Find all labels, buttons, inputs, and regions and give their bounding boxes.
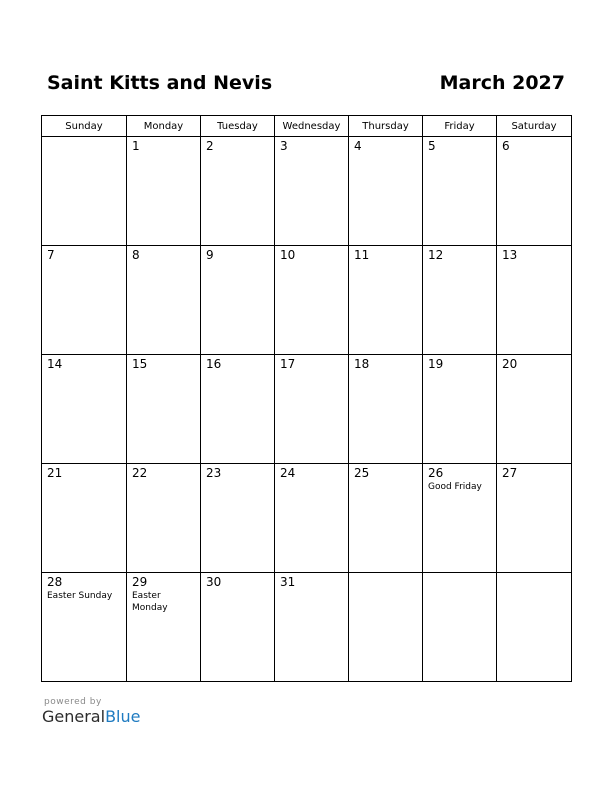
day-cell	[127, 246, 201, 355]
day-cell	[275, 464, 349, 573]
day-cell	[201, 137, 275, 246]
brand-part-blue: Blue	[105, 707, 141, 726]
day-number: 8	[132, 248, 140, 262]
day-number: 25	[354, 466, 370, 480]
day-cell	[349, 137, 423, 246]
day-number: 26	[428, 466, 444, 480]
weekday-header: Wednesday	[275, 116, 349, 137]
day-number: 22	[132, 466, 148, 480]
day-cell	[497, 246, 572, 355]
day-number: 3	[280, 139, 288, 153]
day-number: 11	[354, 248, 370, 262]
calendar-grid	[41, 115, 572, 682]
day-cell	[275, 355, 349, 464]
weekday-header: Saturday	[497, 116, 572, 137]
day-number: 19	[428, 357, 444, 371]
weekday-header: Thursday	[349, 116, 423, 137]
day-cell	[349, 464, 423, 573]
day-cell	[275, 246, 349, 355]
day-number: 20	[502, 357, 518, 371]
day-cell	[201, 246, 275, 355]
day-number: 2	[206, 139, 214, 153]
day-cell	[127, 137, 201, 246]
day-number: 15	[132, 357, 148, 371]
holiday-label: Easter Sunday	[47, 591, 113, 601]
day-number: 17	[280, 357, 296, 371]
day-cell	[201, 464, 275, 573]
day-number: 10	[280, 248, 296, 262]
day-cell	[201, 355, 275, 464]
day-cell	[275, 137, 349, 246]
day-number: 16	[206, 357, 222, 371]
day-number: 18	[354, 357, 370, 371]
day-cell	[497, 464, 572, 573]
day-cell	[349, 355, 423, 464]
generalblue-footer	[42, 697, 140, 726]
week-row	[42, 355, 572, 464]
day-number: 29	[132, 575, 148, 589]
holiday-label: Easter Monday	[132, 591, 168, 613]
day-cell	[497, 355, 572, 464]
day-cell	[127, 573, 201, 682]
week-row	[42, 246, 572, 355]
day-number: 9	[206, 248, 214, 262]
day-number: 6	[502, 139, 510, 153]
day-number: 13	[502, 248, 518, 262]
day-cell	[423, 464, 497, 573]
weekday-header: Sunday	[42, 116, 127, 137]
week-row	[42, 137, 572, 246]
calendar-country-title: Saint Kitts and Nevis	[47, 72, 273, 94]
day-cell	[423, 246, 497, 355]
weekday-header: Friday	[423, 116, 497, 137]
day-cell	[423, 137, 497, 246]
day-number: 5	[428, 139, 436, 153]
weekday-header: Monday	[127, 116, 201, 137]
day-cell	[349, 246, 423, 355]
day-number: 7	[47, 248, 55, 262]
week-row	[42, 464, 572, 573]
day-cell	[42, 464, 127, 573]
day-cell	[127, 464, 201, 573]
day-number: 24	[280, 466, 296, 480]
day-cell	[423, 355, 497, 464]
day-number: 21	[47, 466, 63, 480]
day-number: 4	[354, 139, 362, 153]
brand-part-general: General	[42, 707, 106, 726]
day-number: 30	[206, 575, 222, 589]
weekday-header-row	[42, 116, 572, 137]
day-cell	[42, 573, 127, 682]
week-row	[42, 573, 572, 682]
day-cell	[497, 137, 572, 246]
day-number: 12	[428, 248, 444, 262]
weekday-header: Tuesday	[201, 116, 275, 137]
day-number: 23	[206, 466, 222, 480]
day-cell	[127, 355, 201, 464]
day-number: 28	[47, 575, 63, 589]
day-cell	[349, 573, 423, 682]
day-cell	[201, 573, 275, 682]
day-number: 1	[132, 139, 140, 153]
day-cell	[275, 573, 349, 682]
day-cell	[497, 573, 572, 682]
day-number: 31	[280, 575, 296, 589]
generalblue-logo	[42, 708, 140, 726]
calendar-month-title: March 2027	[439, 72, 565, 94]
day-cell	[42, 137, 127, 246]
day-cell	[42, 355, 127, 464]
day-cell	[423, 573, 497, 682]
day-number: 14	[47, 357, 63, 371]
holiday-label: Good Friday	[428, 482, 482, 492]
day-cell	[42, 246, 127, 355]
day-number: 27	[502, 466, 518, 480]
powered-by-text: powered by	[44, 697, 102, 707]
